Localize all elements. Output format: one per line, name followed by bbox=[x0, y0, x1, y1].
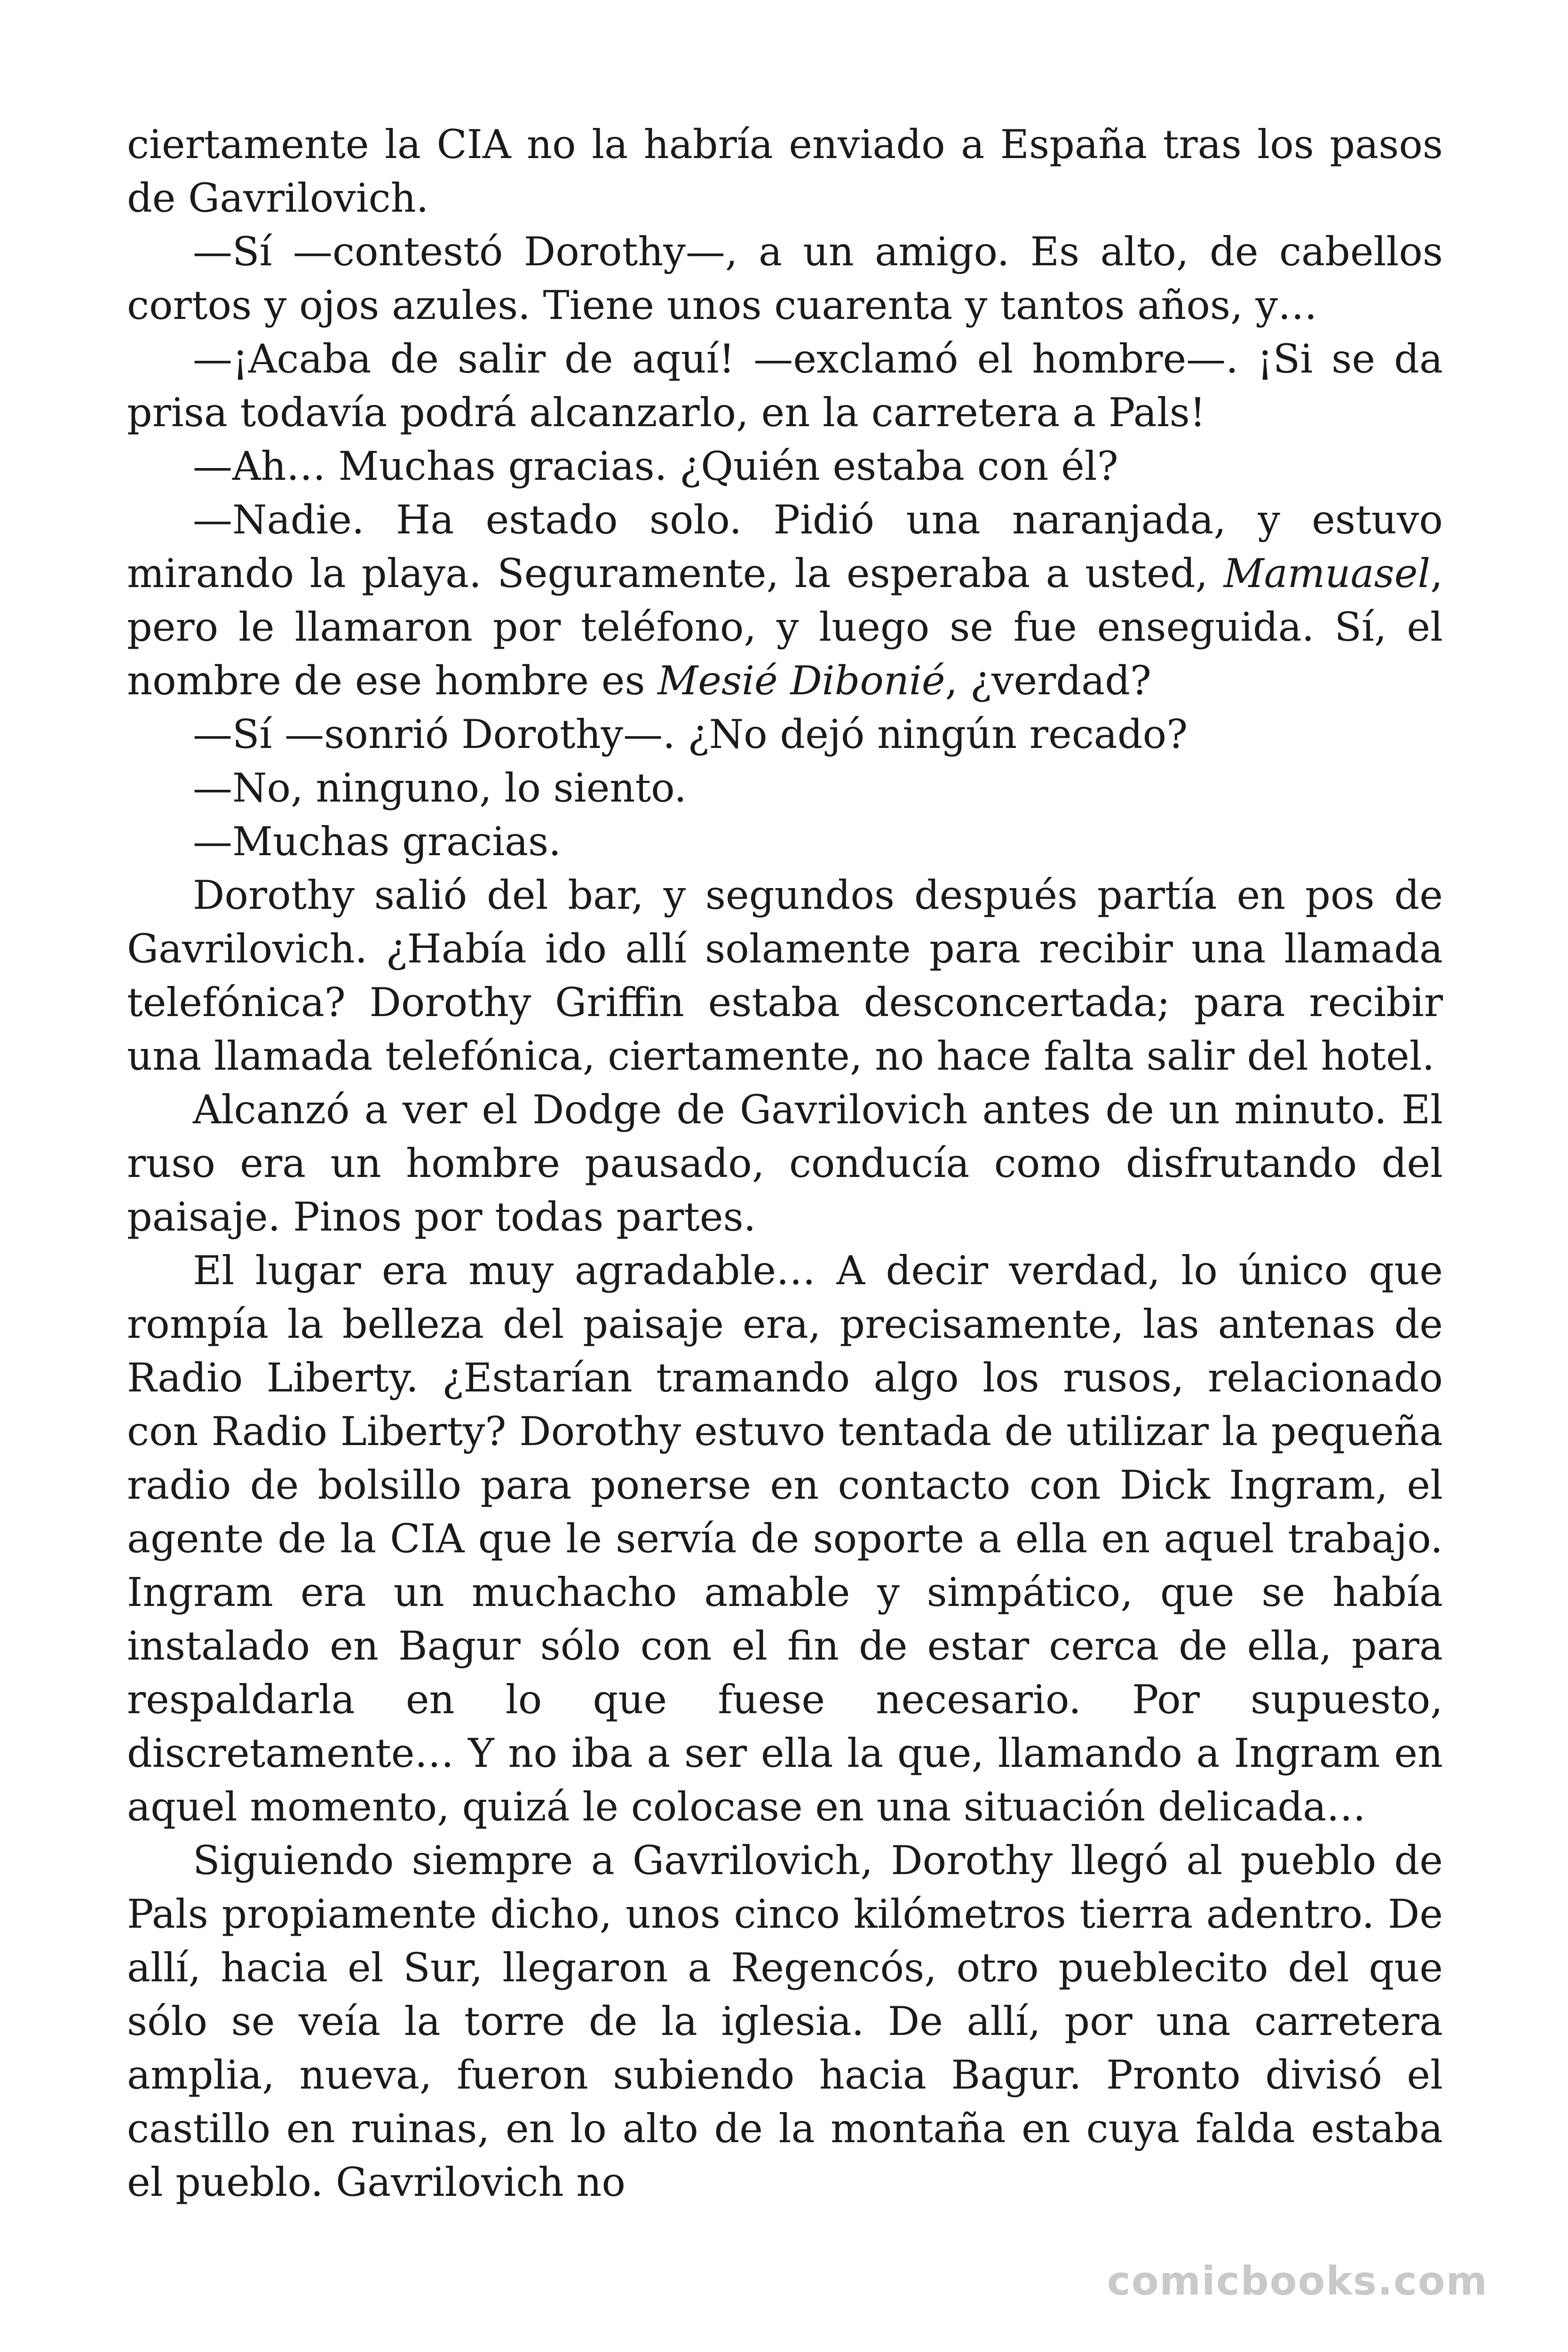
italic-text: Mesié Dibonié bbox=[657, 658, 945, 704]
paragraph bbox=[127, 868, 1443, 1083]
text-run: —Nadie. Ha estado solo. Pidió una naranjada, y estuvo mirando la playa. Seguramente, la esperaba a usted, bbox=[127, 497, 1443, 596]
text-run: —¡Acaba de salir de aquí! —exclamó el hombre—. ¡Si se da prisa todavía podrá alcanzarlo, en la carretera a Pals! bbox=[127, 336, 1443, 436]
paragraph bbox=[127, 815, 1443, 868]
text-run: ciertamente la CIA no la habría enviado a España tras los pasos de Gavrilovich. bbox=[127, 121, 1443, 221]
paragraph bbox=[127, 332, 1443, 439]
text-run: —Muchas gracias. bbox=[193, 818, 561, 865]
paragraph bbox=[127, 493, 1443, 707]
paragraph bbox=[127, 707, 1443, 761]
paragraph bbox=[127, 1244, 1443, 1834]
page-body bbox=[127, 118, 1443, 2209]
text-run: Dorothy salió del bar, y segundos después partía en pos de Gavrilovich. ¿Había ido allí solamente para recibir una llamada telefónica? Dorothy Griffin estaba desconcertada; para recibir una llamada telefónica, ciertamente, no hace falta salir del hotel. bbox=[127, 872, 1443, 1079]
text-run: —Sí —sonrió Dorothy—. ¿No dejó ningún recado? bbox=[193, 711, 1188, 757]
italic-text: Mamuasel bbox=[1223, 550, 1431, 596]
text-run: —No, ninguno, lo siento. bbox=[193, 765, 687, 811]
paragraph bbox=[127, 761, 1443, 815]
text-run: Alcanzó a ver el Dodge de Gavrilovich antes de un minuto. El ruso era un hombre pausado, conducía como disfrutando del paisaje. Pinos por todas partes. bbox=[127, 1087, 1443, 1240]
paragraph bbox=[127, 1834, 1443, 2209]
text-run: , pero le llamaron por teléfono, y luego se fue enseguida. Sí, el nombre de ese hombre es bbox=[127, 550, 1443, 704]
paragraph bbox=[127, 1083, 1443, 1244]
text-run: , ¿verdad? bbox=[945, 658, 1152, 704]
text-run: El lugar era muy agradable… A decir verdad, lo único que rompía la belleza del paisaje era, precisamente, las antenas de Radio Liberty. ¿Estarían tramando algo los rusos, relacionado con Radio Liberty? Dorothy estuvo tentada de utilizar la pequeña radio de bolsillo para ponerse en contacto con Dick Ingram, el agente de la CIA que le servía de soporte a ella en aquel trabajo. Ingram era un muchacho amable y simpático, que se había instalado en Bagur sólo con el fin de estar cerca de ella, para respaldarla en lo que fuese necesario. Por supuesto, discretamente… Y no iba a ser ella la que, llamando a Ingram en aquel momento, quizá le colocase en una situación delicada… bbox=[127, 1248, 1443, 1830]
text-run: Siguiendo siempre a Gavrilovich, Dorothy llegó al pueblo de Pals propiamente dicho, unos cinco kilómetros tierra adentro. De allí, hacia el Sur, llegaron a Regencós, otro pueblecito del que sólo se veía la torre de la iglesia. De allí, por una carretera amplia, nueva, fueron subiendo hacia Bagur. Pronto divisó el castillo en ruinas, en lo alto de la montaña en cuya falda estaba el pueblo. Gavrilovich no bbox=[127, 1837, 1443, 2205]
text-run: —Ah… Muchas gracias. ¿Quién estaba con él? bbox=[193, 443, 1118, 489]
watermark: comicbooks.com bbox=[1107, 2258, 1488, 2304]
paragraph bbox=[127, 118, 1443, 225]
paragraph bbox=[127, 439, 1443, 493]
text-run: —Sí —contestó Dorothy—, a un amigo. Es alto, de cabellos cortos y ojos azules. Tiene unos cuarenta y tantos años, y… bbox=[127, 229, 1443, 328]
paragraph bbox=[127, 225, 1443, 332]
